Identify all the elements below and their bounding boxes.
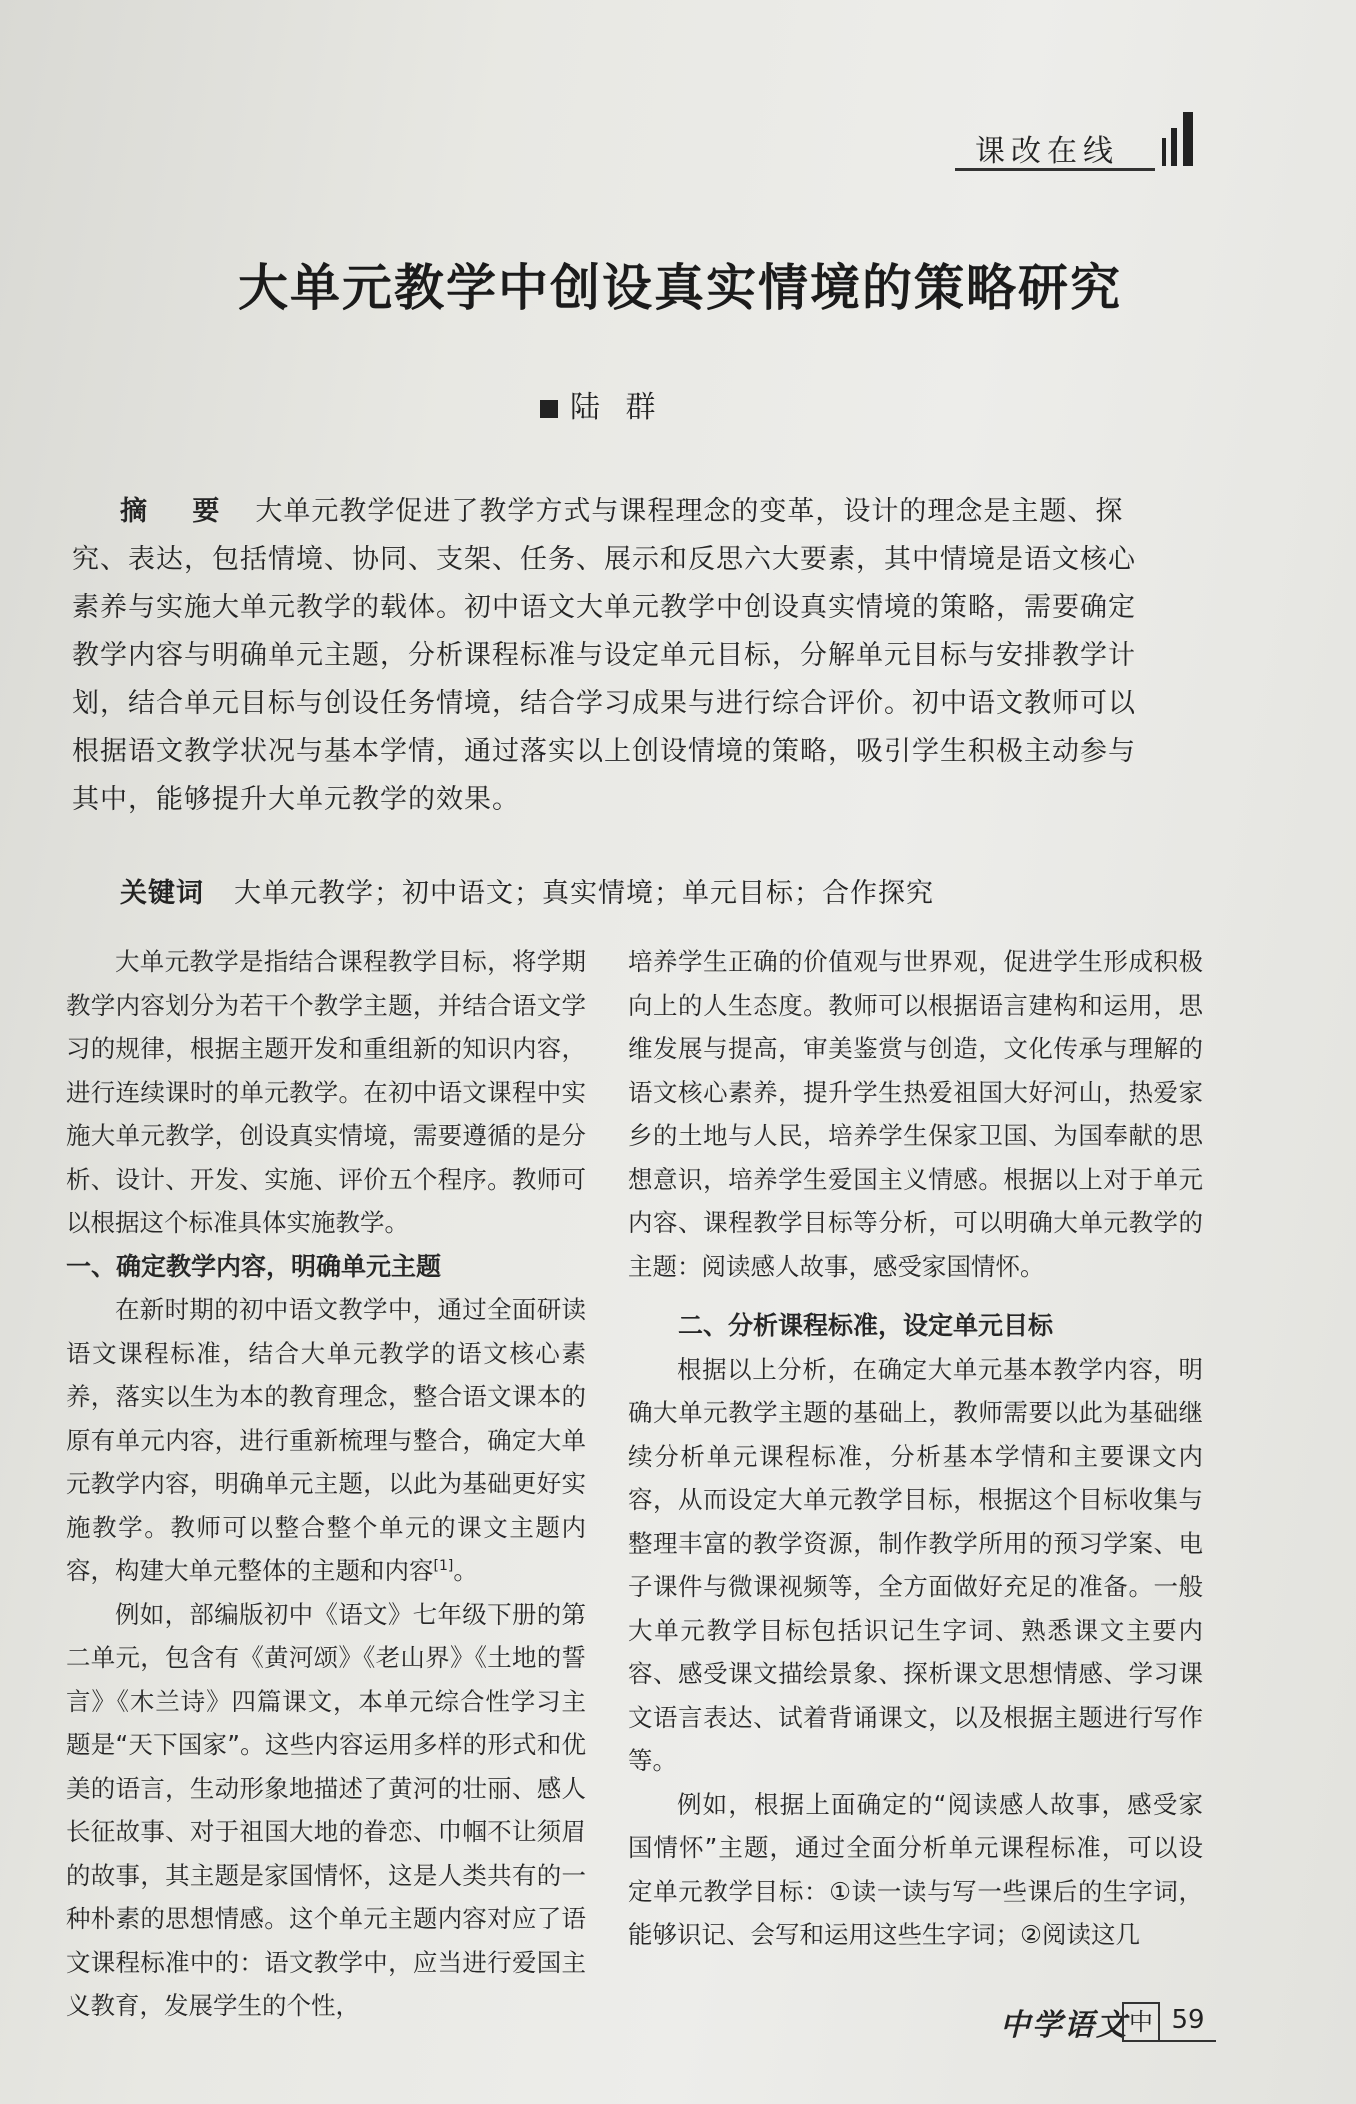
section2-paragraph-1: 根据以上分析，在确定大单元基本教学内容，明确大单元教学主题的基础上，教师需要以此为基础继续分析单元课程标准，分析基本学情和主要课文内容，从而设定大单元教学目标，根据这个目标收集与整理丰富的教学资源，制作教学所用的预习学案、电子课件与微课视频等，全方面做好充足的准备。一般大单元教学目标包括识记生字词、熟悉课文主要内容、感受课文描绘景象、探析课文思想情感、学习课文语言表达、试着背诵课文，以及根据主题进行写作等。 bbox=[628, 1354, 1203, 1775]
section2-paragraph-2: 例如，根据上面确定的“阅读感人故事，感受家国情怀”主题，通过全面分析单元课程标准，可以设定单元教学目标：①读一读与写一些课后的生字词，能够识记、会写和运用这些生字词；②阅读这几 bbox=[628, 1789, 1203, 1949]
author-line bbox=[540, 382, 664, 426]
abstract-label: 摘 要 bbox=[120, 496, 238, 527]
continued-paragraph: 培养学生正确的价值观与世界观，促进学生形成积极向上的人生态度。教师可以根据语言建构和运用，思维发展与提高，审美鉴赏与创造，文化传承与理解的语文核心素养，提升学生热爱祖国大好河山，热爱家乡的土地与人民，培养学生保家卫国、为国奉献的思想意识，培养学生爱国主义情感。根据以上对于单元内容、课程教学目标等分析，可以明确大单元教学的主题：阅读感人故事，感受家国情怀。 bbox=[628, 947, 1203, 1281]
section-heading-2: 二、分析课程标准，设定单元目标 bbox=[678, 1311, 1054, 1340]
keywords-label: 关键词 bbox=[120, 878, 204, 909]
citation-1: [1] bbox=[433, 1557, 454, 1574]
section-header bbox=[955, 118, 1155, 171]
keywords bbox=[72, 870, 1157, 918]
edition-box: 中 bbox=[1122, 2002, 1160, 2042]
page-number: 59 bbox=[1160, 2000, 1216, 2042]
abstract-text: 大单元教学促进了教学方式与课程理念的变革，设计的理念是主题、探究、表达，包括情境、协同、支架、任务、展示和反思六大要素，其中情境是语文核心素养与实施大单元教学的载体。初中语文大单元教学中创设真实情境的策略，需要确定教学内容与明确单元主题，分析课程标准与设定单元目标，分解单元目标与安排教学计划，结合单元目标与创设任务情境，结合学习成果与进行综合评价。初中语文教师可以根据语文教学状况与基本学情，通过落实以上创设情境的策略，吸引学生积极主动参与其中，能够提升大单元教学的效果。 bbox=[72, 496, 1136, 815]
section-heading-1: 一、确定教学内容，明确单元主题 bbox=[66, 1251, 442, 1281]
section-tag: 课改在线 bbox=[975, 134, 1119, 169]
header-bars-decoration bbox=[1162, 112, 1210, 166]
journal-name: 中学语文 bbox=[1000, 2008, 1128, 2043]
intro-paragraph: 大单元教学是指结合课程教学目标，将学期教学内容划分为若干个教学主题，并结合语文学习的规律，根据主题开发和重组新的知识内容，进行连续课时的单元教学。在初中语文课程中实施大单元教学，创设真实情境，需要遵循的是分析、设计、开发、实施、评价五个程序。教师可以根据这个标准具体实施教学。 bbox=[66, 947, 586, 1237]
square-bullet-icon bbox=[540, 400, 558, 418]
keywords-text: 大单元教学；初中语文；真实情境；单元目标；合作探究 bbox=[234, 878, 934, 909]
section1-paragraph-2: 例如，部编版初中《语文》七年级下册的第二单元，包含有《黄河颂》《老山界》《土地的誓言》《木兰诗》四篇课文，本单元综合性学习主题是“天下国家”。这些内容运用多样的形式和优美的语言，生动形象地描述了黄河的壮丽、感人长征故事、对于祖国大地的眷恋、巾帼不让须眉的故事，其主题是家国情怀，这是人类共有的一种朴素的思想情感。这个单元主题内容对应了语文课程标准中的：语文教学中，应当进行爱国主义教育，发展学生的个性， bbox=[66, 1599, 586, 2020]
right-column bbox=[628, 940, 1203, 1957]
section1-paragraph-1: 在新时期的初中语文教学中，通过全面研读语文课程标准，结合大单元教学的语文核心素养，落实以生为本的教育理念，整合语文课本的原有单元内容，进行重新梳理与整合，确定大单元教学内容，明确单元主题，以此为基础更好实施教学。教师可以整合整个单元的课文主题内容，构建大单元整体的主题和内容[1]。 bbox=[66, 1295, 586, 1585]
article-title: 大单元教学中创设真实情境的策略研究 bbox=[238, 259, 1122, 317]
author-name: 陆 群 bbox=[570, 390, 664, 425]
abstract bbox=[72, 488, 1157, 824]
left-column bbox=[66, 940, 586, 2028]
